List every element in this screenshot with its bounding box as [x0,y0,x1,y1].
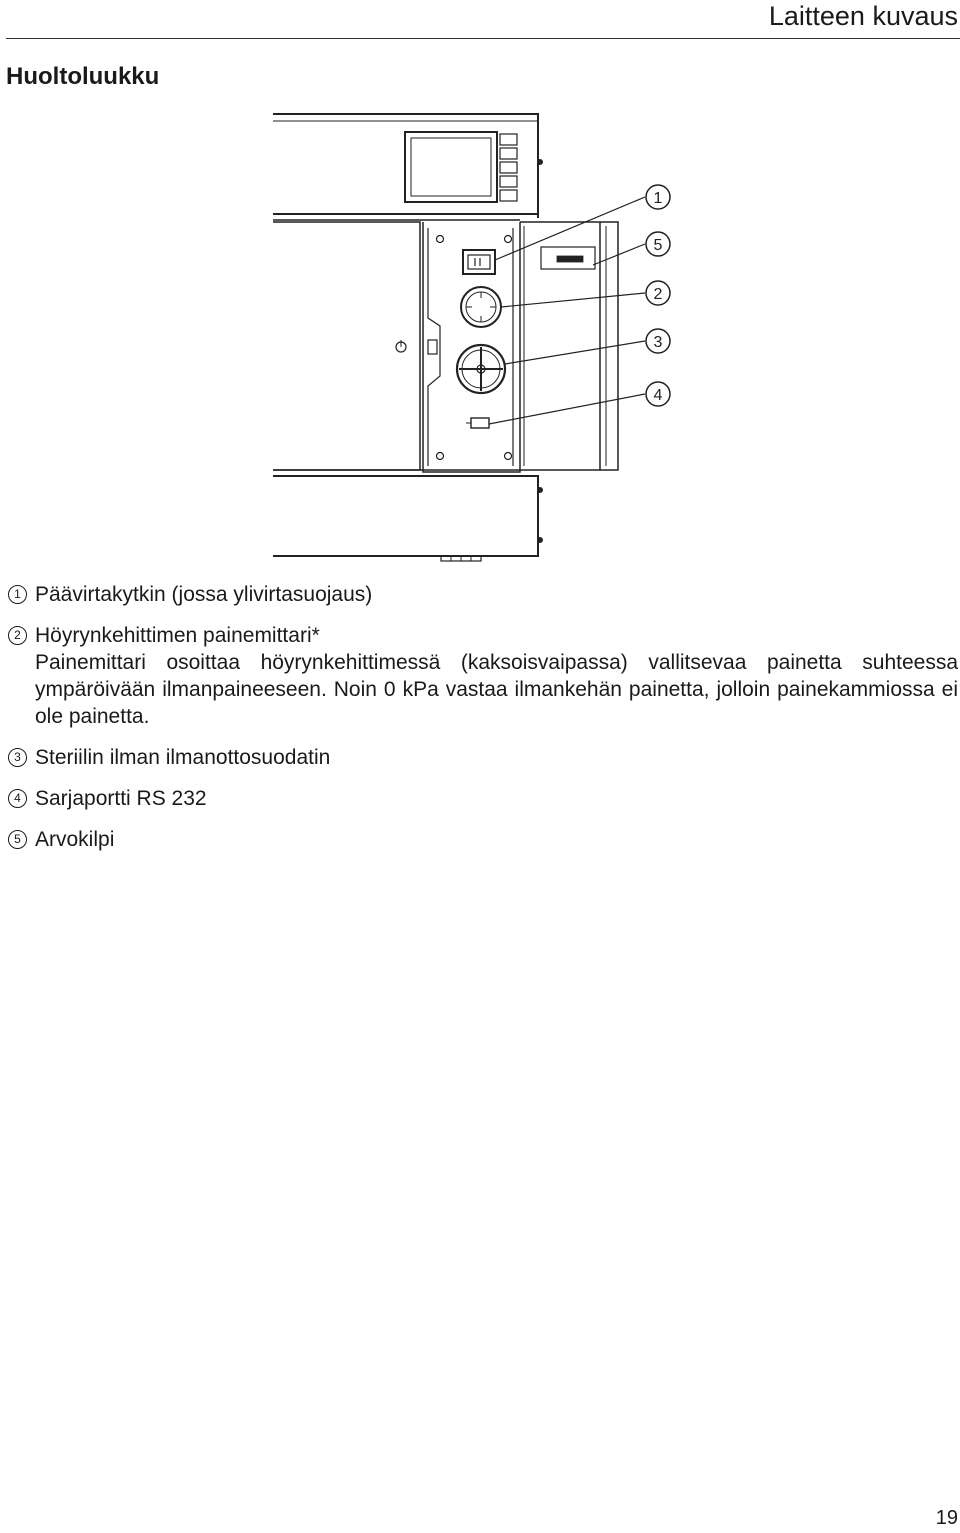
legend-label: Sarjaportti RS 232 [35,787,207,810]
chapter-title: Laitteen kuvaus [768,1,958,31]
number-badge-2: 2 [8,626,27,645]
legend-label: Arvokilpi [35,828,115,851]
callout-5-label: 5 [653,237,663,254]
number-badge-4: 4 [8,789,27,808]
service-hatch-drawing [262,102,692,572]
legend-item-serial-port [8,785,958,812]
legend-list [8,581,958,867]
legend-label: Höyrynkehittimen painemittari* [35,624,320,647]
callout-1-label: 1 [653,190,663,207]
callout-3-label: 3 [653,334,663,351]
callout-2-label: 2 [653,286,663,303]
legend-item-pressure-gauge [8,622,958,730]
section-title: Huoltoluukku [6,63,160,90]
legend-description: Painemittari osoittaa höyrynkehittimessä (kaksoisvaipassa) vallitsevaa painetta suhteessa ympäröivään ilmanpaineeseen. Noin 0 kPa vastaa ilmankehän painetta, jolloin painekammiossa ei ole painetta. [35,651,958,728]
legend-item-rating-plate [8,826,958,853]
page-number: 19 [935,1507,958,1529]
header-divider [6,38,960,39]
callout-4-label: 4 [653,387,663,404]
legend-label: Steriilin ilman ilmanottosuodatin [35,746,331,769]
service-hatch-figure [262,102,692,572]
number-badge-1: 1 [8,585,27,604]
legend-item-air-filter [8,744,958,771]
legend-body [35,622,958,730]
legend-item-main-switch [8,581,958,608]
number-badge-3: 3 [8,748,27,767]
legend-label: Päävirtakytkin (jossa ylivirtasuojaus) [35,583,373,606]
number-badge-5: 5 [8,830,27,849]
